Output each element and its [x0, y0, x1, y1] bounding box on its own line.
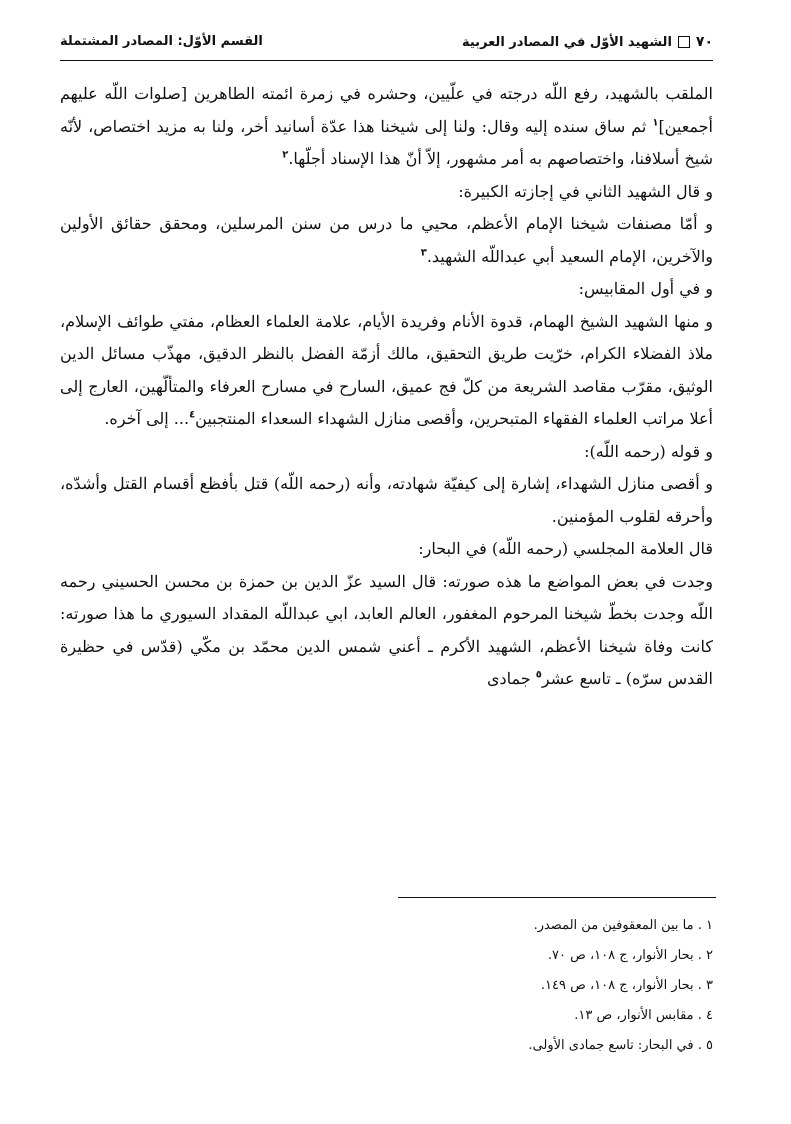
paragraph: و في أول المقابيس:: [578, 279, 713, 298]
footnotes: [380, 911, 713, 1061]
footnote-ref: ٢: [282, 149, 289, 161]
paragraph: قال العلامة المجلسي (رحمه اللّه) في البحار:: [418, 539, 713, 558]
paragraph: و منها الشهيد الشيخ الهمام، قدوة الأنام وفريدة الأيام، علامة العلماء العظام، مفتي طوائف الإسلام، ملاذ الفضلاء الكرام، خرّيت طريق التحقيق، مالك أزمّة الفضل بالنظر الدقيق، مهذّب مسائل الدين الوثيق، مقرّب مقاصد الشريعة من كلّ فج عميق، السارح في مسارح العرفاء والمتألّهين، العارج إلى أعلا مراتب العلماء الفقهاء المتبحرين، وأقصى منازل الشهداء السعداء المنتجبين$^٤$... إلى آخره.: [60, 311, 713, 428]
footnote-ref: ٣: [420, 247, 427, 259]
header-right: [462, 34, 713, 50]
paragraph: و قال الشهيد الثاني في إجازته الكبيرة:: [458, 181, 713, 201]
square-ornament-icon: [678, 36, 690, 48]
running-header: [60, 28, 713, 56]
main-text: [60, 78, 713, 696]
footnote: ٣ . بحار الأنوار، ج ١٠٨، ص ١٤٩.: [540, 978, 713, 993]
footnote: ٥ . في البحار: تاسع جمادى الأولى.: [528, 1038, 713, 1053]
footnote: ٤ . مقابس الأنوار، ص ١٣.: [574, 1008, 713, 1023]
paragraph: وجدت في بعض المواضع ما هذه صورته: قال السيد عزّ الدين بن حمزة بن محسن الحسيني رحمه اللّه وجدت بخطّ شيخنا المرحوم المغفور، العالم العابد، ابي عبداللّه المقداد السيوري ما هذا صورته: كانت وفاة شيخنا الأعظم، الشهيد الأكرم ـ أعني شمس الدين محمّد بن مكّي (قدّس في حظيرة القدس سرّه) ـ تاسع عشر$^٥$ جمادى: [60, 571, 713, 688]
footnote-ref: ٥: [535, 669, 542, 681]
header-book-title: الشهيد الأوّل في المصادر العربية: [461, 34, 672, 50]
paragraph: الملقب بالشهيد، رفع اللّه درجته في علّيين، وحشره في زمرة ائمته الطاهرين [صلوات اللّه عليهم أجمعين]$^١$ ثم ساق سنده إليه وقال: ولنا إلى شيخنا هذا عدّة أسانيد أخر، ولنا به مزيد اختصاص، لأنّه شيخ أسلافنا، واختصاصهم به أمر مشهور، إلاّ أنّ هذا الإسناد أجلّها.$^٢$: [60, 84, 713, 168]
paragraph: و قوله (رحمه اللّه):: [584, 441, 713, 461]
header-section-title: القسم الأوّل: المصادر المشتملة: [60, 34, 263, 49]
page-number: ٧٠: [695, 34, 713, 50]
footnote-divider: [398, 897, 716, 898]
footnote: ٢ . بحار الأنوار، ج ١٠٨، ص ٧٠.: [547, 948, 713, 963]
paragraph: و أقصى منازل الشهداء، إشارة إلى كيفيّة شهادته، وأنه (رحمه اللّه) قتل بأفظع أقسام القتل وأشدّه، وأحرقه لقلوب المؤمنين.: [60, 474, 713, 526]
footnote: ١ . ما بين المعقوفين من المصدر.: [533, 918, 713, 933]
header-divider: [60, 60, 713, 61]
footnote-ref: ١: [652, 117, 659, 129]
paragraph: و أمّا مصنفات شيخنا الإمام الأعظم، محيي ما درس من سنن المرسلين، ومحقق حقائق الأولين والآخرين، الإمام السعيد أبي عبداللّه الشهيد.$^٣$: [60, 214, 713, 266]
footnote-ref: ٤: [189, 409, 196, 421]
